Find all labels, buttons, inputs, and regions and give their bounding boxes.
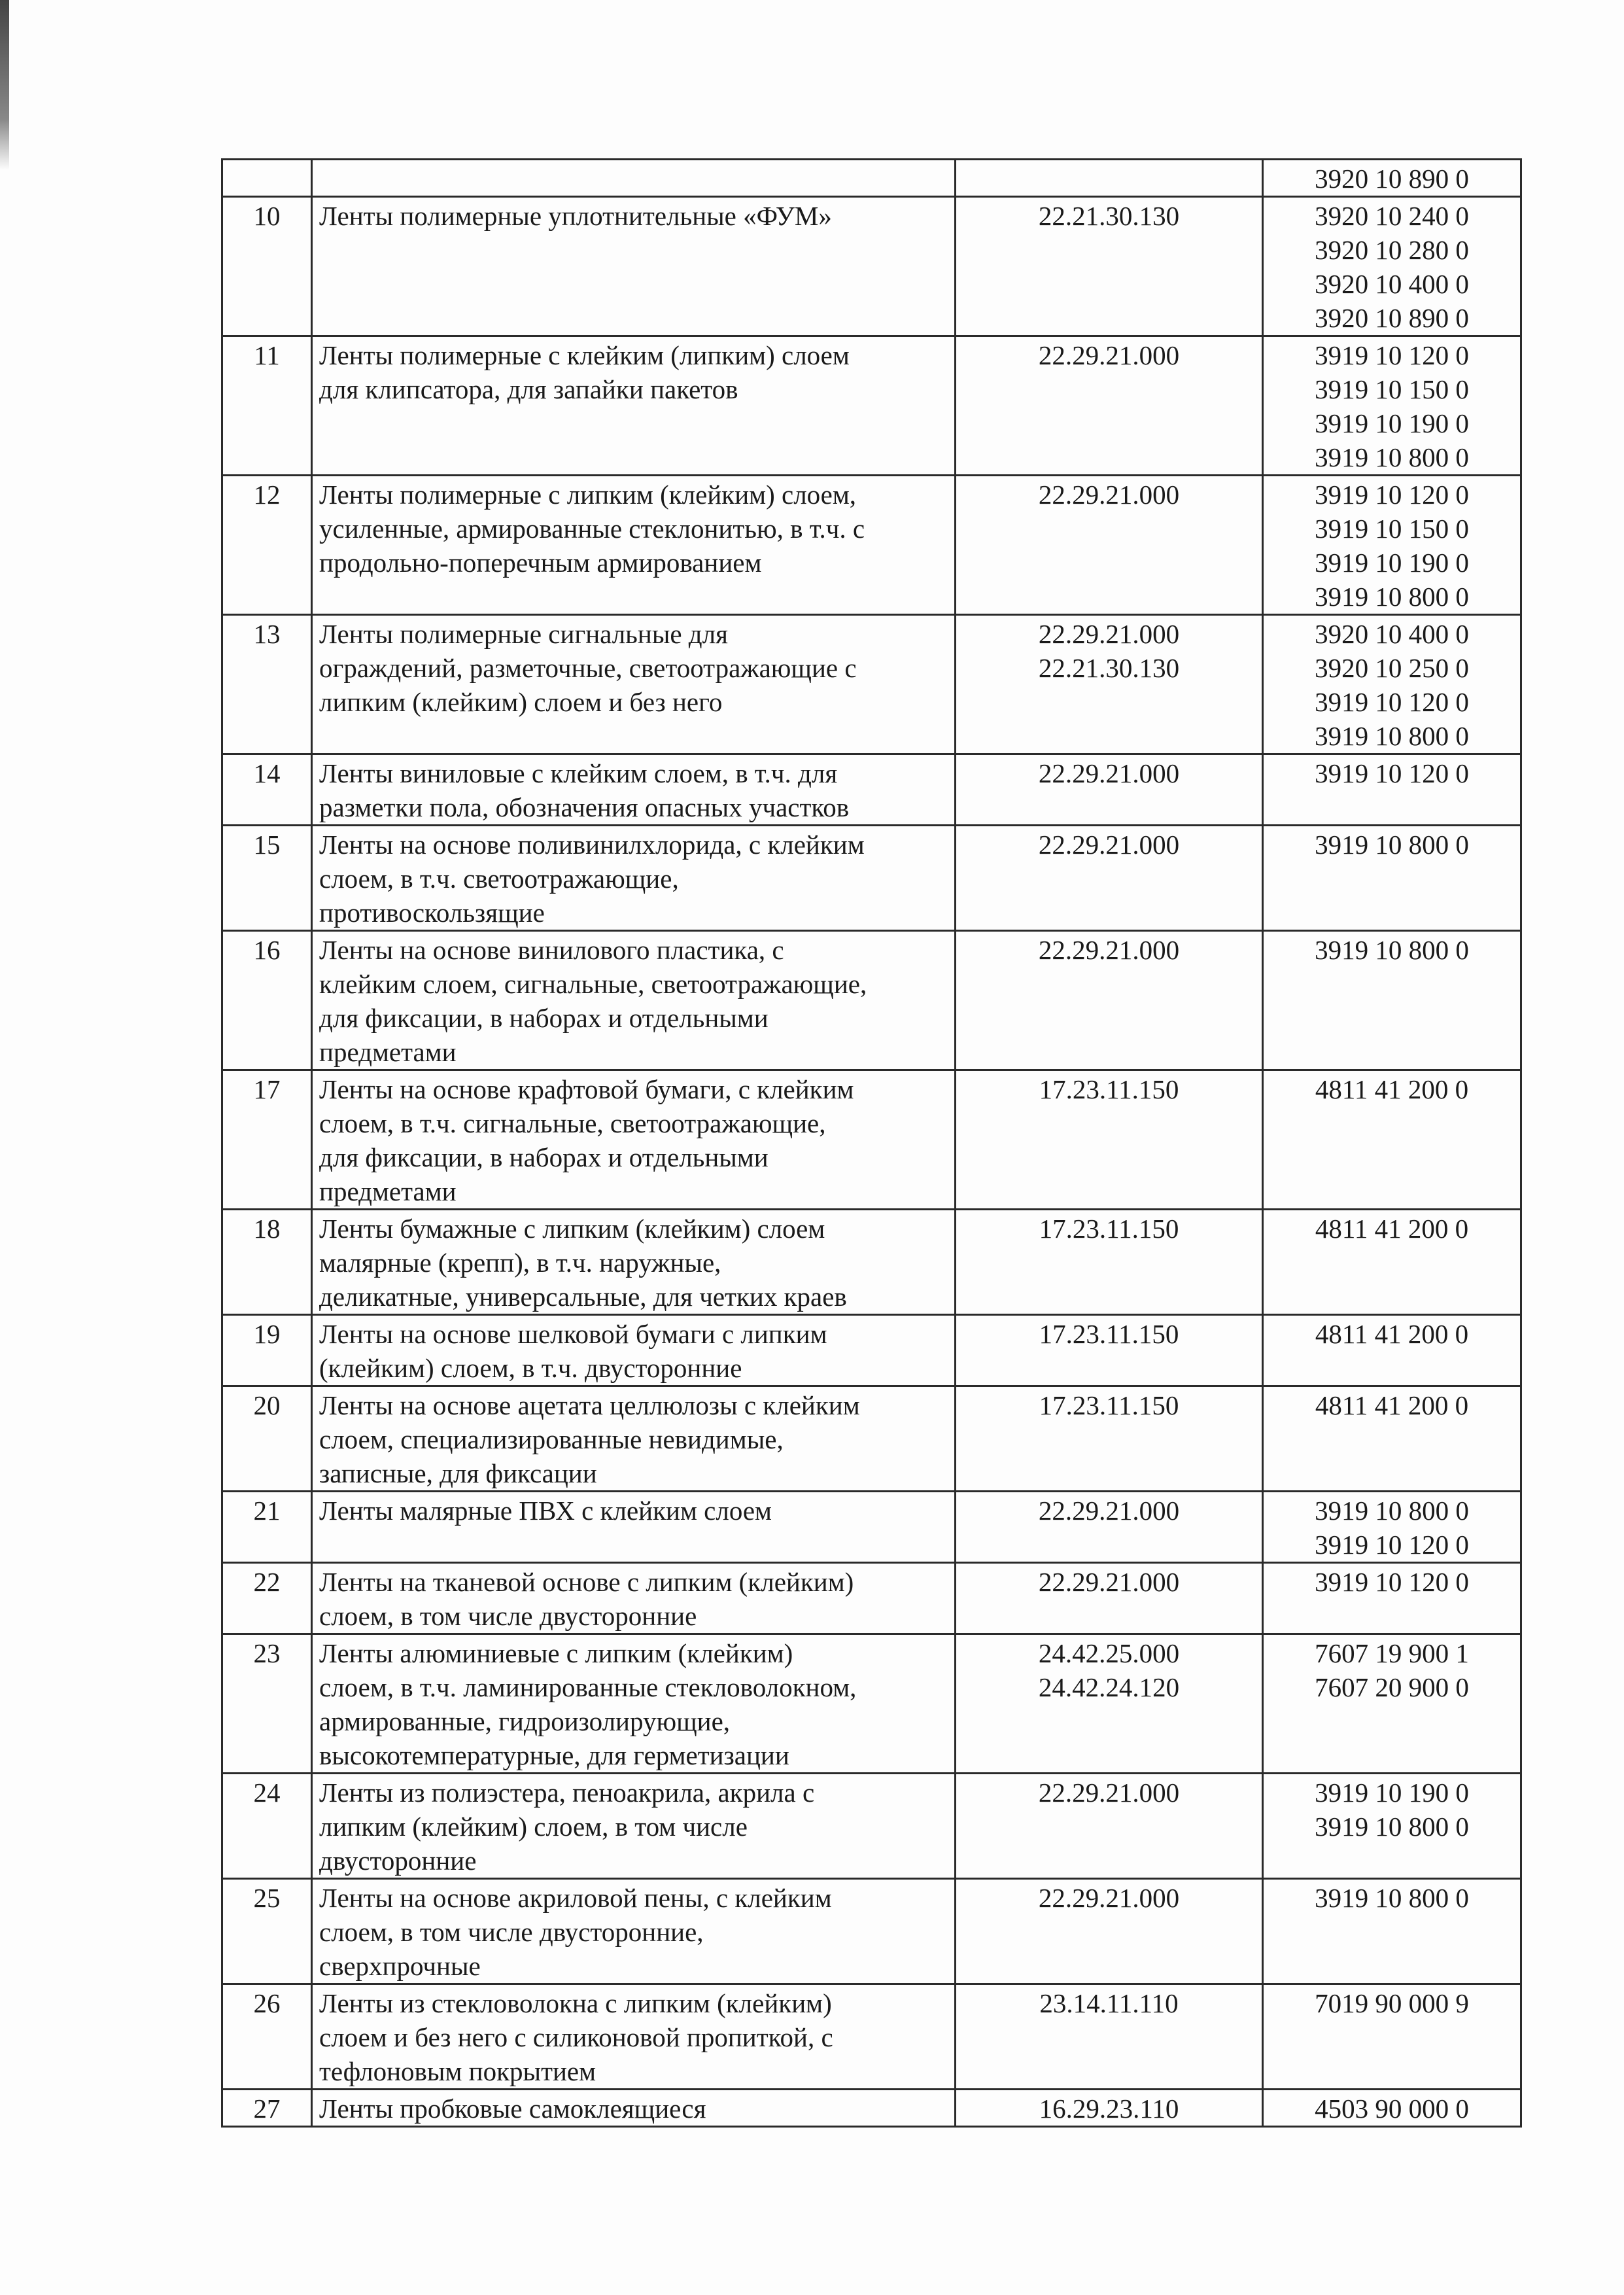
okpd-code: 22.29.21.000 [1038, 1567, 1180, 1597]
product-name: продольно-поперечным армированием [319, 548, 762, 578]
product-name-cell [312, 1984, 956, 2090]
product-name: усиленные, армированные стеклонитью, в т.ч. с [319, 514, 865, 544]
product-name: слоем, в том числе двусторонние [319, 1601, 697, 1631]
table-row [222, 2090, 1521, 2127]
tnved-code: 3919 10 190 0 [1315, 548, 1469, 578]
tnved-code-cell [1263, 1563, 1521, 1634]
tnved-code-cell [1263, 1315, 1521, 1386]
product-name: предметами [319, 1037, 457, 1067]
tnved-code-cell [1263, 826, 1521, 931]
okpd-code: 22.29.21.000 [1038, 1778, 1180, 1808]
tnved-code-cell [1263, 931, 1521, 1070]
product-name: Ленты на основе крафтовой бумаги, с клейким [319, 1074, 854, 1104]
row-number: 14 [253, 758, 281, 788]
tnved-code: 3920 10 400 0 [1315, 269, 1469, 299]
product-name: (клейким) слоем, в т.ч. двусторонние [319, 1353, 742, 1383]
okpd-code: 22.29.21.000 [1038, 1883, 1180, 1913]
product-name: липким (клейким) слоем и без него [319, 687, 723, 717]
product-name-cell [312, 754, 956, 826]
product-name-cell [312, 1210, 956, 1315]
table-row [222, 336, 1521, 476]
okpd-code-cell [956, 615, 1263, 754]
product-name: двусторонние [319, 1846, 477, 1876]
okpd-code-cell [956, 1634, 1263, 1774]
table-row [222, 1563, 1521, 1634]
tnved-code: 7607 20 900 0 [1315, 1672, 1469, 1702]
tnved-code-cell [1263, 1492, 1521, 1563]
product-name: Ленты на тканевой основе с липким (клейким) [319, 1567, 854, 1597]
table-row [222, 1984, 1521, 2090]
product-name: разметки пола, обозначения опасных участков [319, 792, 850, 822]
row-number-cell [222, 1634, 312, 1774]
row-number-cell [222, 1210, 312, 1315]
product-name: Ленты полимерные с липким (клейким) слоем, [319, 480, 857, 510]
tnved-code-cell [1263, 1634, 1521, 1774]
row-number: 13 [253, 619, 281, 649]
tnved-code: 3919 10 800 0 [1315, 1812, 1469, 1842]
product-name-cell [312, 1386, 956, 1492]
product-name: липким (клейким) слоем, в том числе [319, 1812, 748, 1842]
row-number: 11 [254, 340, 280, 370]
okpd-code: 22.29.21.000 [1038, 830, 1180, 860]
okpd-code-cell [956, 1070, 1263, 1210]
tnved-code: 3920 10 890 0 [1315, 164, 1469, 194]
goods-table [221, 158, 1522, 2128]
tnved-code: 4503 90 000 0 [1315, 2094, 1469, 2124]
row-number: 12 [253, 480, 281, 510]
table-row [222, 1634, 1521, 1774]
tnved-code: 3919 10 120 0 [1315, 1567, 1469, 1597]
okpd-code-cell [956, 1386, 1263, 1492]
row-number-cell [222, 1315, 312, 1386]
tnved-code-cell [1263, 197, 1521, 336]
product-name: Ленты на основе поливинилхлорида, с клейким [319, 830, 865, 860]
product-name: сверхпрочные [319, 1951, 481, 1981]
table-row [222, 1492, 1521, 1563]
row-number-cell [222, 931, 312, 1070]
product-name: слоем, в т.ч. сигнальные, светоотражающие, [319, 1108, 826, 1138]
product-name-cell [312, 336, 956, 476]
row-number-cell [222, 1070, 312, 1210]
tnved-code-cell [1263, 476, 1521, 615]
product-name: записные, для фиксации [319, 1458, 597, 1488]
tnved-code: 4811 41 200 0 [1315, 1214, 1469, 1244]
product-name: высокотемпературные, для герметизации [319, 1740, 789, 1770]
table-row [222, 1774, 1521, 1879]
tnved-code: 3919 10 800 0 [1315, 721, 1469, 751]
product-name-cell [312, 1634, 956, 1774]
goods-table-body [222, 160, 1521, 2127]
product-name: слоем и без него с силиконовой пропиткой, с [319, 2022, 833, 2052]
product-name-cell [312, 1070, 956, 1210]
product-name: Ленты на основе акриловой пены, с клейким [319, 1883, 832, 1913]
product-name: тефлоновым покрытием [319, 2056, 596, 2086]
table-row [222, 476, 1521, 615]
product-name-cell [312, 1774, 956, 1879]
row-number-cell [222, 476, 312, 615]
row-number-cell [222, 1984, 312, 2090]
row-number-cell [222, 336, 312, 476]
okpd-code-cell [956, 826, 1263, 931]
tnved-code: 3919 10 120 0 [1315, 687, 1469, 717]
tnved-code-cell [1263, 754, 1521, 826]
product-name-cell [312, 615, 956, 754]
product-name-cell [312, 1492, 956, 1563]
tnved-code: 3919 10 120 0 [1315, 340, 1469, 370]
row-number: 20 [253, 1390, 281, 1420]
okpd-code-cell [956, 336, 1263, 476]
product-name: Ленты из стекловолокна с липким (клейким) [319, 1988, 832, 2018]
row-number-cell [222, 1774, 312, 1879]
row-number: 22 [253, 1567, 281, 1597]
product-name: Ленты из полиэстера, пеноакрила, акрила с [319, 1778, 815, 1808]
table-row [222, 1315, 1521, 1386]
product-name: Ленты полимерные с клейким (липким) слоем [319, 340, 850, 370]
product-name: Ленты пробковые самоклеящиеся [319, 2094, 706, 2124]
product-name: противоскользящие [319, 898, 545, 928]
okpd-code: 22.29.21.000 [1038, 935, 1180, 965]
row-number-cell [222, 1386, 312, 1492]
tnved-code: 3919 10 190 0 [1315, 408, 1469, 438]
okpd-code: 17.23.11.150 [1039, 1074, 1179, 1104]
okpd-code-cell [956, 1315, 1263, 1386]
row-number-cell [222, 160, 312, 197]
product-name: малярные (крепп), в т.ч. наружные, [319, 1248, 721, 1278]
okpd-code-cell [956, 1492, 1263, 1563]
tnved-code: 3920 10 240 0 [1315, 201, 1469, 231]
table-row [222, 931, 1521, 1070]
row-number-cell [222, 1492, 312, 1563]
okpd-code: 22.21.30.130 [1038, 653, 1180, 683]
product-name-cell [312, 1315, 956, 1386]
okpd-code: 23.14.11.110 [1039, 1988, 1179, 2018]
okpd-code: 16.29.23.110 [1039, 2094, 1179, 2124]
row-number-cell [222, 615, 312, 754]
tnved-code: 3919 10 150 0 [1315, 374, 1469, 404]
table-row [222, 754, 1521, 826]
product-name: для фиксации, в наборах и отдельными [319, 1142, 769, 1172]
tnved-code: 3919 10 150 0 [1315, 514, 1469, 544]
tnved-code-cell [1263, 1210, 1521, 1315]
tnved-code-cell [1263, 615, 1521, 754]
okpd-code: 22.29.21.000 [1038, 480, 1180, 510]
okpd-code-cell [956, 1879, 1263, 1984]
product-name: Ленты малярные ПВХ с клейким слоем [319, 1496, 772, 1526]
product-name: слоем, в том числе двусторонние, [319, 1917, 704, 1947]
tnved-code-cell [1263, 2090, 1521, 2127]
product-name: Ленты на основе ацетата целлюлозы с клейким [319, 1390, 860, 1420]
tnved-code: 4811 41 200 0 [1315, 1319, 1469, 1349]
tnved-code: 3919 10 800 0 [1315, 830, 1469, 860]
table-row [222, 1879, 1521, 1984]
product-name-cell [312, 476, 956, 615]
row-number-cell [222, 1563, 312, 1634]
scan-edge-shadow [0, 0, 9, 170]
tnved-code: 7019 90 000 9 [1315, 1988, 1469, 2018]
tnved-code: 3919 10 800 0 [1315, 1496, 1469, 1526]
okpd-code: 22.29.21.000 [1038, 1496, 1180, 1526]
tnved-code: 7607 19 900 1 [1315, 1638, 1469, 1668]
product-name: Ленты виниловые с клейким слоем, в т.ч. для [319, 758, 838, 788]
product-name-cell [312, 197, 956, 336]
table-row [222, 1210, 1521, 1315]
okpd-code-cell [956, 197, 1263, 336]
tnved-code: 4811 41 200 0 [1315, 1074, 1469, 1104]
row-number: 18 [253, 1214, 281, 1244]
row-number: 19 [253, 1319, 281, 1349]
row-number: 17 [253, 1074, 281, 1104]
tnved-code-cell [1263, 160, 1521, 197]
product-name: ограждений, разметочные, светоотражающие с [319, 653, 857, 683]
row-number: 16 [253, 935, 281, 965]
okpd-code-cell [956, 931, 1263, 1070]
tnved-code: 3919 10 800 0 [1315, 935, 1469, 965]
tnved-code: 3919 10 800 0 [1315, 1883, 1469, 1913]
product-name-cell [312, 931, 956, 1070]
product-name: Ленты на основе шелковой бумаги с липким [319, 1319, 827, 1349]
tnved-code: 3919 10 120 0 [1315, 480, 1469, 510]
tnved-code: 4811 41 200 0 [1315, 1390, 1469, 1420]
tnved-code: 3920 10 250 0 [1315, 653, 1469, 683]
tnved-code-cell [1263, 1774, 1521, 1879]
product-name: слоем, в т.ч. ламинированные стекловолокном, [319, 1672, 857, 1702]
tnved-code-cell [1263, 336, 1521, 476]
table-row [222, 160, 1521, 197]
table-row [222, 826, 1521, 931]
okpd-code-cell [956, 1774, 1263, 1879]
okpd-code: 22.29.21.000 [1038, 619, 1180, 649]
table-row [222, 1386, 1521, 1492]
tnved-code-cell [1263, 1879, 1521, 1984]
product-name: слоем, в т.ч. светоотражающие, [319, 864, 679, 894]
row-number: 23 [253, 1638, 281, 1668]
product-name: для клипсатора, для запайки пакетов [319, 374, 738, 404]
okpd-code-cell [956, 2090, 1263, 2127]
tnved-code: 3919 10 120 0 [1315, 1530, 1469, 1560]
row-number: 25 [253, 1883, 281, 1913]
okpd-code-cell [956, 476, 1263, 615]
row-number-cell [222, 197, 312, 336]
tnved-code-cell [1263, 1984, 1521, 2090]
okpd-code: 22.21.30.130 [1038, 201, 1180, 231]
product-name: Ленты полимерные уплотнительные «ФУМ» [319, 201, 832, 231]
okpd-code: 24.42.24.120 [1038, 1672, 1180, 1702]
row-number: 10 [253, 201, 281, 231]
product-name: Ленты бумажные с липким (клейким) слоем [319, 1214, 825, 1244]
table-row [222, 615, 1521, 754]
tnved-code: 3919 10 800 0 [1315, 442, 1469, 472]
row-number-cell [222, 826, 312, 931]
row-number: 27 [253, 2094, 281, 2124]
product-name: Ленты алюминиевые с липким (клейким) [319, 1638, 793, 1668]
okpd-code: 17.23.11.150 [1039, 1319, 1179, 1349]
tnved-code: 3919 10 190 0 [1315, 1778, 1469, 1808]
product-name: клейким слоем, сигнальные, светоотражающие, [319, 969, 867, 999]
tnved-code: 3920 10 400 0 [1315, 619, 1469, 649]
tnved-code-cell [1263, 1070, 1521, 1210]
tnved-code: 3920 10 890 0 [1315, 303, 1469, 333]
okpd-code-cell [956, 1210, 1263, 1315]
product-name: армированные, гидроизолирующие, [319, 1706, 731, 1736]
product-name-cell [312, 1879, 956, 1984]
product-name-cell [312, 2090, 956, 2127]
okpd-code-cell [956, 160, 1263, 197]
row-number-cell [222, 2090, 312, 2127]
row-number: 21 [253, 1496, 281, 1526]
okpd-code: 17.23.11.150 [1039, 1214, 1179, 1244]
okpd-code: 22.29.21.000 [1038, 340, 1180, 370]
okpd-code-cell [956, 1984, 1263, 2090]
okpd-code-cell [956, 754, 1263, 826]
okpd-code: 17.23.11.150 [1039, 1390, 1179, 1420]
product-name-cell [312, 826, 956, 931]
product-name-cell [312, 1563, 956, 1634]
table-row [222, 1070, 1521, 1210]
product-name: слоем, специализированные невидимые, [319, 1424, 784, 1454]
row-number: 24 [253, 1778, 281, 1808]
table-row [222, 197, 1521, 336]
okpd-code-cell [956, 1563, 1263, 1634]
tnved-code: 3920 10 280 0 [1315, 235, 1469, 265]
product-name: Ленты на основе винилового пластика, с [319, 935, 784, 965]
product-name: предметами [319, 1176, 457, 1206]
product-name-cell [312, 160, 956, 197]
row-number-cell [222, 1879, 312, 1984]
okpd-code: 22.29.21.000 [1038, 758, 1180, 788]
row-number: 15 [253, 830, 281, 860]
product-name: деликатные, универсальные, для четких краев [319, 1282, 847, 1312]
okpd-code: 24.42.25.000 [1038, 1638, 1180, 1668]
tnved-code: 3919 10 800 0 [1315, 582, 1469, 612]
row-number: 26 [253, 1988, 281, 2018]
product-name: Ленты полимерные сигнальные для [319, 619, 728, 649]
row-number-cell [222, 754, 312, 826]
tnved-code-cell [1263, 1386, 1521, 1492]
product-name: для фиксации, в наборах и отдельными [319, 1003, 769, 1033]
tnved-code: 3919 10 120 0 [1315, 758, 1469, 788]
